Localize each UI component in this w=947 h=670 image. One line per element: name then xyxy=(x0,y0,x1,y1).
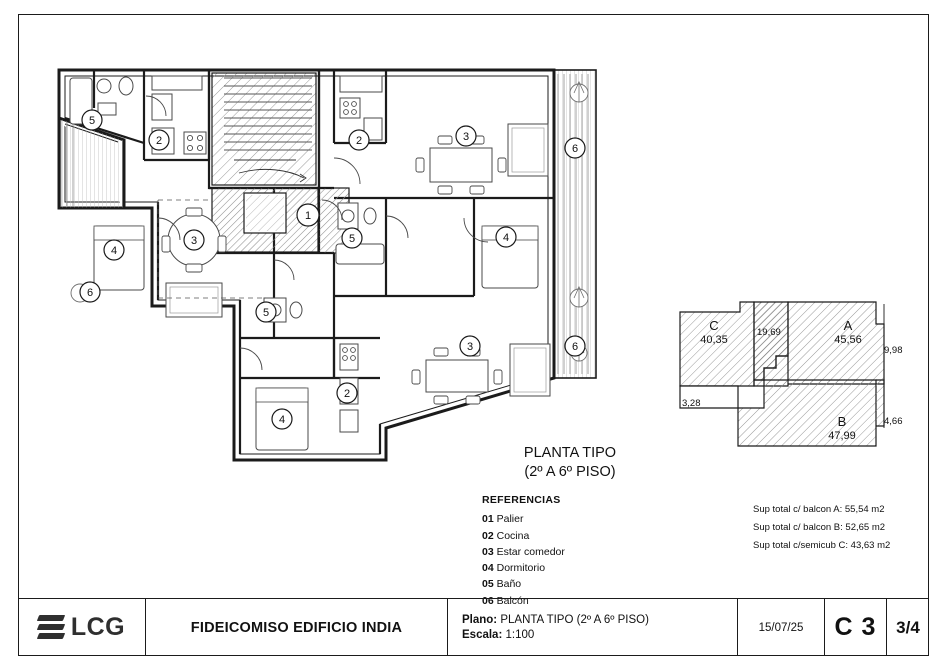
svg-text:2: 2 xyxy=(155,135,163,147)
drawing-code: C 3 xyxy=(825,599,887,656)
svg-text:3: 3 xyxy=(462,131,470,143)
reference-label: Dormitorio xyxy=(496,562,546,575)
room-tag-bano-mid xyxy=(342,228,362,248)
room-tag-estar-a xyxy=(456,126,476,146)
room-tag-bano-b xyxy=(256,302,276,322)
reference-label: Palier xyxy=(496,513,524,526)
room-tag-dormitorio-c xyxy=(104,240,124,260)
reference-num: 04 xyxy=(482,562,494,575)
room-tag-dormitorio-a xyxy=(496,227,516,247)
svg-text:5: 5 xyxy=(348,233,356,245)
reference-num: 03 xyxy=(482,545,494,558)
svg-text:5: 5 xyxy=(262,307,270,319)
plan-label: Plano: xyxy=(462,614,498,626)
lcg-logo-icon xyxy=(38,615,64,641)
reference-item xyxy=(482,544,565,560)
unit-label-c xyxy=(684,318,744,348)
room-tag-estar-b xyxy=(460,336,480,356)
svg-text:1: 1 xyxy=(304,210,312,222)
company-logo xyxy=(18,599,146,656)
unit-b-name: B xyxy=(837,414,847,429)
svg-text:2: 2 xyxy=(355,135,363,147)
reference-item xyxy=(482,576,565,592)
plan-title-line2: (2º A 6º PISO) xyxy=(524,463,616,480)
unit-b-area: 47,99 xyxy=(828,430,856,443)
reference-item xyxy=(482,511,565,527)
room-tag-balcon-c xyxy=(80,282,100,302)
room-tag-cocina-c xyxy=(149,130,169,150)
unit-c-name: C xyxy=(709,318,719,333)
unit-c-area: 40,35 xyxy=(700,334,728,347)
project-owner: FIDEICOMISO EDIFICIO INDIA xyxy=(146,599,448,656)
reference-num: 02 xyxy=(482,529,494,542)
reference-label: Estar comedor xyxy=(496,545,565,558)
scale-value: 1:100 xyxy=(505,629,535,641)
area-note-b: Sup total c/ balcon B: 52,65 m2 xyxy=(753,522,886,534)
references-heading: REFERENCIAS xyxy=(482,494,561,506)
reference-label: Balcón xyxy=(496,594,529,607)
references-legend xyxy=(482,492,565,609)
svg-text:5: 5 xyxy=(88,115,96,127)
svg-text:3: 3 xyxy=(190,235,198,247)
title-block xyxy=(18,598,929,656)
svg-text:4: 4 xyxy=(502,232,510,244)
reference-item xyxy=(482,528,565,544)
unit-label-a xyxy=(818,318,878,348)
svg-text:6: 6 xyxy=(571,143,579,155)
room-tag-balcon-a xyxy=(565,138,585,158)
sheet-number: 3/4 xyxy=(896,617,920,637)
room-tag-balcon-b xyxy=(565,336,585,356)
unit-a-area: 45,56 xyxy=(834,334,862,347)
room-tag-cocina-b xyxy=(337,383,357,403)
room-tag-estar-c xyxy=(184,230,204,250)
area-note-a: Sup total c/ balcon A: 55,54 m2 xyxy=(753,504,885,515)
unit-label-b xyxy=(812,414,872,444)
drawing-date: 15/07/25 xyxy=(738,599,825,656)
core-area-label: 19,69 xyxy=(757,327,781,338)
room-tag-dormitorio-b xyxy=(272,409,292,429)
scale-label: Escala: xyxy=(462,629,503,641)
area-notes xyxy=(753,501,890,555)
plan-title-line1: PLANTA TIPO xyxy=(523,445,617,461)
svg-text:6: 6 xyxy=(571,341,579,353)
svg-text:2: 2 xyxy=(343,388,351,400)
reference-num: 06 xyxy=(482,594,494,607)
reference-num: 05 xyxy=(482,578,494,591)
room-tag-bano-a xyxy=(82,110,102,130)
area-note-c: Sup total c/semicub C: 43,63 m2 xyxy=(753,540,891,552)
floor-plan-drawing xyxy=(34,48,634,478)
logo-text: LCG xyxy=(70,613,126,641)
svg-text:6: 6 xyxy=(86,287,94,299)
dim-right-top: 9,98 xyxy=(884,345,903,356)
svg-text:4: 4 xyxy=(110,245,118,257)
reference-label: Baño xyxy=(496,578,522,591)
reference-item xyxy=(482,560,565,576)
dim-left-bottom: 3,28 xyxy=(682,398,701,409)
room-tag-cocina-a xyxy=(349,130,369,150)
plan-row xyxy=(462,614,649,626)
reference-label: Cocina xyxy=(496,529,530,542)
svg-text:4: 4 xyxy=(278,414,286,426)
reference-num: 01 xyxy=(482,513,494,526)
unit-a-name: A xyxy=(843,318,853,333)
svg-text:3: 3 xyxy=(466,341,474,353)
plan-info xyxy=(448,599,738,656)
room-tag-palier xyxy=(297,204,319,226)
plan-title xyxy=(455,444,685,482)
dim-right-bottom: 4,66 xyxy=(884,416,903,427)
plan-value: PLANTA TIPO (2º A 6º PISO) xyxy=(500,614,649,626)
scale-row xyxy=(462,629,534,641)
